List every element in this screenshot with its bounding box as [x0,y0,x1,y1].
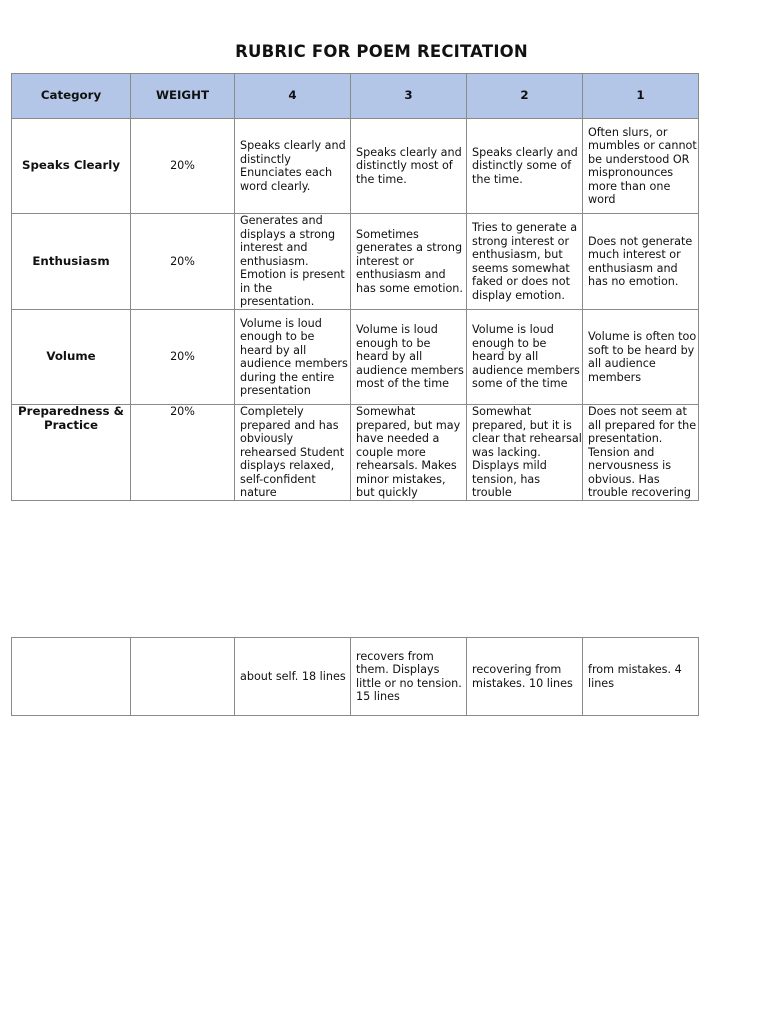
score-2-cell: recovering from mistakes. 10 lines [467,638,583,716]
table-row [12,214,699,310]
weight-cell: 20% [131,310,235,405]
score-4-cell: Completely prepared and has obviously rehearsed Student displays relaxed, self-confident nature [235,405,351,501]
score-1-cell: Often slurs, or mumbles or cannot be understood OR mispronounces more than one word [583,119,699,214]
weight-cell: 20% [131,405,235,501]
header-score-3: 3 [351,74,467,119]
score-2-cell: Volume is loud enough to be heard by all audience members some of the time [467,310,583,405]
header-score-1: 1 [583,74,699,119]
score-1-cell: Volume is often too soft to be heard by all audience members [583,310,699,405]
category-cell: Speaks Clearly [12,119,131,214]
score-3-cell: Sometimes generates a strong interest or enthusiasm and has some emotion. [351,214,467,310]
weight-cell: 20% [131,214,235,310]
score-1-cell: Does not seem at all prepared for the presentation. Tension and nervousness is obvious. Has trouble recovering [583,405,699,501]
table-row [12,310,699,405]
category-cell: Volume [12,310,131,405]
table-row [12,119,699,214]
score-3-cell: Somewhat prepared, but may have needed a couple more rehearsals. Makes minor mistakes, but quickly [351,405,467,501]
rubric-table [11,73,699,501]
category-cell: Preparedness & Practice [12,405,131,501]
header-score-4: 4 [235,74,351,119]
score-4-cell: Volume is loud enough to be heard by all audience members during the entire presentation [235,310,351,405]
weight-cell: 20% [131,119,235,214]
table-row [12,638,699,716]
score-3-cell: recovers from them. Displays little or no tension. 15 lines [351,638,467,716]
header-score-2: 2 [467,74,583,119]
table-row [12,405,699,501]
score-3-cell: Volume is loud enough to be heard by all audience members most of the time [351,310,467,405]
score-2-cell: Speaks clearly and distinctly some of the time. [467,119,583,214]
category-cell [12,638,131,716]
header-category: Category [12,74,131,119]
score-1-cell: Does not generate much interest or enthusiasm and has no emotion. [583,214,699,310]
score-2-cell: Somewhat prepared, but it is clear that rehearsal was lacking. Displays mild tension, has trouble [467,405,583,501]
score-1-cell: from mistakes. 4 lines [583,638,699,716]
weight-cell [131,638,235,716]
score-4-cell: Speaks clearly and distinctly Enunciates each word clearly. [235,119,351,214]
score-2-cell: Tries to generate a strong interest or enthusiasm, but seems somewhat faked or does not display emotion. [467,214,583,310]
rubric-table-continuation [11,637,699,716]
page-title: RUBRIC FOR POEM RECITATION [235,42,528,61]
score-4-cell: about self. 18 lines [235,638,351,716]
category-cell: Enthusiasm [12,214,131,310]
header-row [12,74,699,119]
header-weight: WEIGHT [131,74,235,119]
score-3-cell: Speaks clearly and distinctly most of the time. [351,119,467,214]
score-4-cell: Generates and displays a strong interest and enthusiasm. Emotion is present in the presentation. [235,214,351,310]
